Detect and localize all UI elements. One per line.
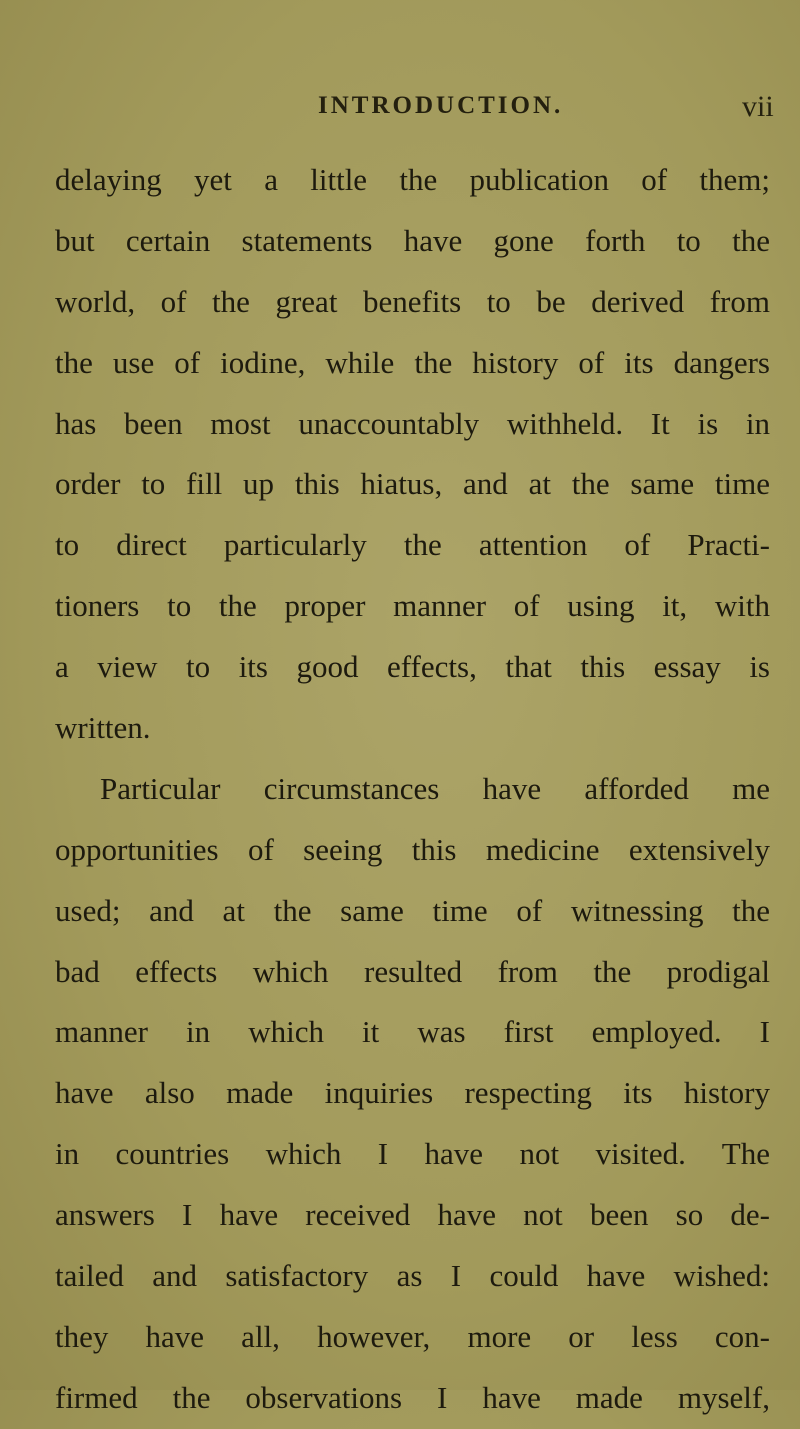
text-line: answers I have received have not been so de- xyxy=(55,1197,770,1233)
text-line: tioners to the proper manner of using it, with xyxy=(55,588,770,624)
text-line: firmed the observations I have made myself, xyxy=(55,1379,770,1415)
text-line: order to fill up this hiatus, and at the same time xyxy=(55,466,770,502)
text-line: written. xyxy=(55,710,151,746)
body-text xyxy=(55,150,770,1429)
text-line: opportunities of seeing this medicine extensively xyxy=(55,831,770,867)
text-line: manner in which it was first employed. I xyxy=(55,1014,770,1050)
running-head-title: INTRODUCTION. xyxy=(318,92,564,119)
text-line: tailed and satisfactory as I could have wished: xyxy=(55,1258,770,1294)
text-line: has been most unaccountably withheld. It is in xyxy=(55,405,770,441)
running-head xyxy=(0,92,800,132)
text-line: have also made inquiries respecting its history xyxy=(55,1075,770,1111)
paragraph-1 xyxy=(55,150,770,759)
text-line: Particular circumstances have afforded me xyxy=(100,770,770,806)
text-line: in countries which I have not visited. The xyxy=(55,1136,770,1172)
text-line: the use of iodine, while the history of its dangers xyxy=(55,344,770,380)
text-line: world, of the great benefits to be derived from xyxy=(55,283,770,319)
paragraph-2 xyxy=(55,759,770,1429)
text-line: bad effects which resulted from the prodigal xyxy=(55,953,770,989)
text-line: used; and at the same time of witnessing the xyxy=(55,892,770,928)
text-line: they have all, however, more or less con- xyxy=(55,1318,770,1354)
text-line: delaying yet a little the publication of them; xyxy=(55,162,770,197)
page-number: vii xyxy=(742,90,774,123)
text-line: a view to its good effects, that this essay is xyxy=(55,649,770,685)
text-line: to direct particularly the attention of Practi- xyxy=(55,527,770,563)
text-line: but certain statements have gone forth to the xyxy=(55,222,770,258)
